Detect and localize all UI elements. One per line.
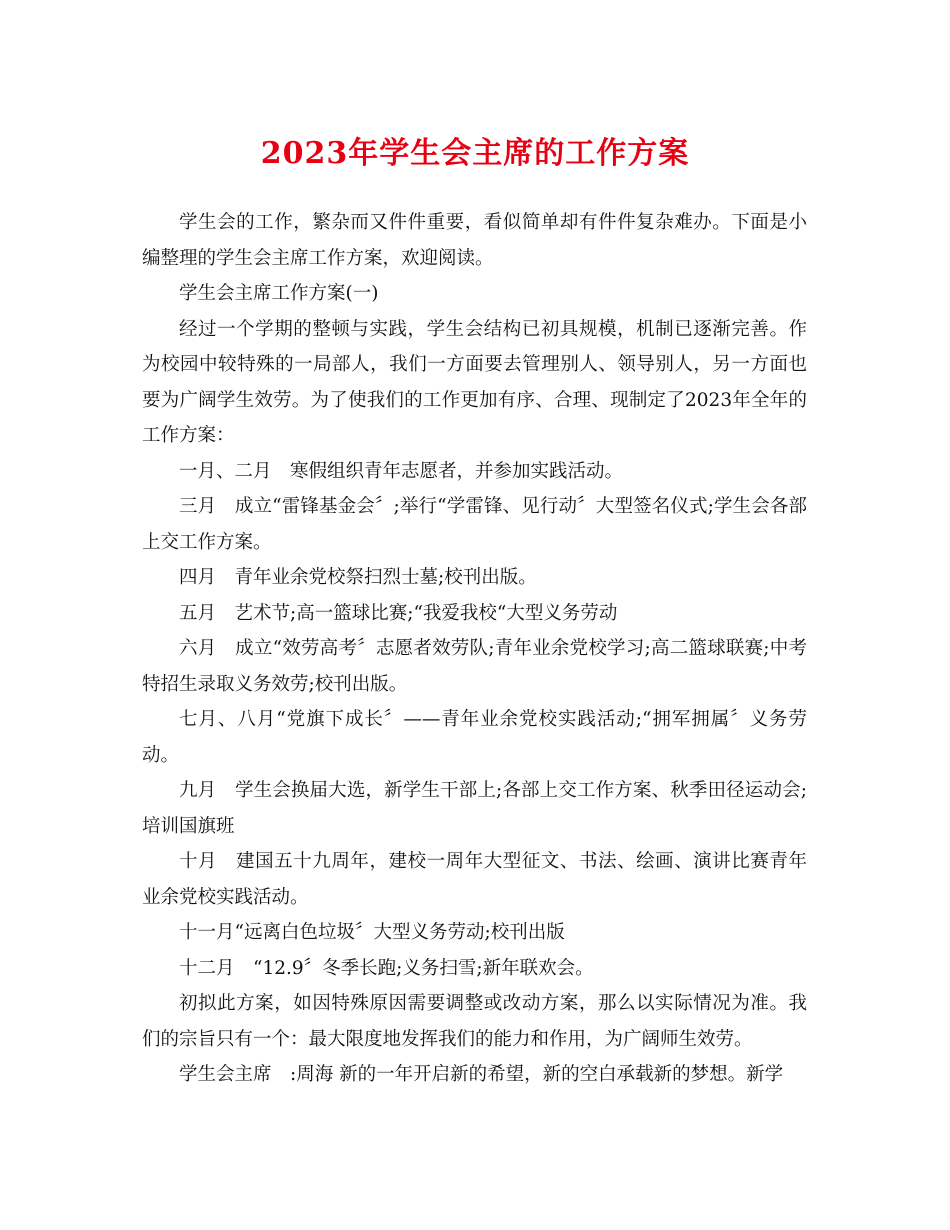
document-title: 2023年学生会主席的工作方案 (260, 136, 690, 171)
schedule-item-may: 五月 艺术节;高一篮球比赛;“我爱我校“大型义务劳动 (179, 602, 618, 624)
schedule-item-september: 九月 学生会换届大选，新学生干部上;各部上交工作方案、秋季田径运动会;培训国旗班 (142, 780, 807, 837)
paragraph-closing: 初拟此方案，如因特殊原因需要调整或改动方案，那么以实际情况为准。我们的宗旨只有一个：最大限度地发挥我们的能力和作用，为广阔师生效劳。 (142, 993, 807, 1050)
paragraph-overview: 经过一个学期的整顿与实践，学生会结构已初具规模，机制已逐渐完善。作为校园中较特殊的一局部人，我们一方面要去管理别人、领导别人，另一方面也要为广阔学生效劳。为了使我们的工作更加有序、合理、现制定了2023年全年的工作方案： (142, 318, 807, 446)
schedule-item-march: 三月 成立“雷锋基金会〞;举行“学雷锋、见行动〞大型签名仪式;学生会各部上交工作方案。 (142, 496, 807, 553)
schedule-item-april: 四月 青年业余党校祭扫烈士墓;校刊出版。 (179, 567, 537, 588)
schedule-item-june: 六月 成立“效劳高考〞志愿者效劳队;青年业余党校学习;高二篮球联赛;中考特招生录取义务效劳;校刊出版。 (142, 638, 807, 695)
document-body (142, 205, 807, 1093)
schedule-item-july-aug: 七月、八月“党旗下成长〞——青年业余党校实践活动;“拥军拥属〞义务劳动。 (142, 709, 807, 766)
paragraph-signature: 学生会主席 :周海 新的一年开启新的希望，新的空白承载新的梦想。新学 (179, 1064, 784, 1085)
schedule-item-november: 十一月“远离白色垃圾〞大型义务劳动;校刊出版 (179, 922, 565, 943)
schedule-item-jan-feb: 一月、二月 寒假组织青年志愿者，并参加实践活动。 (179, 460, 624, 482)
schedule-item-december: 十二月 “12.9〞冬季长跑;义务扫雪;新年联欢会。 (179, 957, 594, 979)
section-heading-plan-one: 学生会主席工作方案(一) (179, 283, 379, 304)
schedule-item-october: 十月 建国五十九周年，建校一周年大型征文、书法、绘画、演讲比赛青年业余党校实践活动。 (142, 851, 807, 908)
paragraph-intro: 学生会的工作，繁杂而又件件重要，看似简单却有件件复杂难办。下面是小编整理的学生会主席工作方案，欢迎阅读。 (142, 212, 807, 269)
